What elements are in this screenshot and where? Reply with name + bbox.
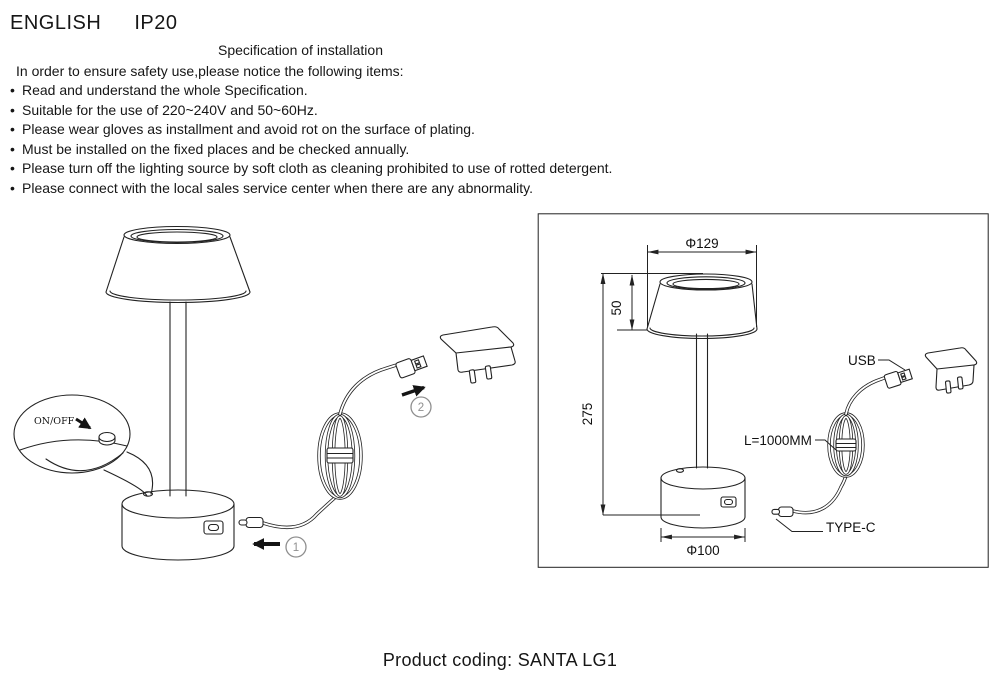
lamp-shade (647, 274, 757, 338)
charge-cable (793, 475, 846, 513)
safety-item (10, 120, 612, 140)
dim-shade-diameter: Φ129 (685, 236, 719, 251)
usb-plug (395, 354, 428, 379)
step-1-number: 1 (292, 542, 300, 554)
safety-item-text: Please turn off the lighting source by soft cloth as cleaning prohibited to use of rotted detergent. (22, 160, 613, 176)
dim-shade-height: 50 (609, 300, 624, 316)
bullet-glyph: • (10, 160, 15, 176)
header-language: ENGLISH (10, 12, 102, 34)
cable-length-label: L=1000MM (744, 433, 812, 448)
section-title: Specification of installation (218, 42, 383, 58)
charge-cable (263, 495, 338, 527)
power-button (677, 469, 684, 473)
figure-installation-steps (0, 205, 530, 575)
power-adapter (925, 348, 976, 393)
dim-total-height: 275 (580, 402, 595, 426)
type-c-leader-line (776, 519, 823, 532)
callout-leader (104, 470, 147, 496)
figure-dimensions (537, 212, 997, 570)
usb-leader-line (878, 360, 905, 370)
type-c-plug (772, 507, 793, 517)
header-ip-rating: IP20 (134, 12, 178, 34)
on-off-label: ON/OFF (34, 416, 75, 427)
bullet-glyph: • (10, 101, 15, 118)
callout-leader (127, 452, 153, 494)
safety-item (10, 140, 612, 160)
usb-plug (884, 367, 913, 388)
lamp-stem (170, 302, 186, 496)
figure-border (538, 214, 988, 568)
safety-list (10, 81, 612, 198)
intro-line: In order to ensure safety use,please notice the following items: (16, 63, 404, 79)
bullet-glyph: • (10, 121, 15, 137)
bullet-glyph: • (10, 179, 15, 196)
safety-item-text: Must be installed on the fixed places and be checked annually. (22, 140, 410, 157)
step-2-badge (411, 397, 431, 417)
document-header (10, 12, 177, 35)
bullet-glyph: • (10, 140, 15, 157)
safety-item-text: Please connect with the local sales service center when there are any abnormality. (22, 179, 534, 196)
power-button-zoom (99, 433, 115, 446)
safety-item (10, 179, 612, 199)
step-1-badge (286, 537, 306, 557)
footer-product-coding: Product coding: SANTA LG1 (382, 650, 618, 670)
charge-port (721, 497, 736, 507)
step-2-number: 2 (417, 402, 425, 414)
lamp-base (661, 467, 745, 528)
usb-label: USB (848, 353, 876, 368)
type-c-label: TYPE-C (826, 520, 876, 535)
safety-item (10, 159, 612, 179)
cable-coil (829, 414, 863, 476)
cable-length-leader-line (815, 440, 836, 450)
type-c-plug (239, 518, 263, 528)
dim-base-diameter: Φ100 (686, 543, 720, 558)
on-off-callout (14, 395, 153, 496)
safety-item (10, 81, 612, 101)
cable-coil (319, 414, 361, 498)
step-2-arrow-icon (402, 388, 424, 396)
safety-item (10, 101, 612, 121)
charge-cable (340, 364, 400, 414)
bullet-glyph: • (10, 82, 15, 98)
charge-cable (846, 377, 887, 414)
safety-item-text: Suitable for the use of 220~240V and 50~60Hz. (22, 101, 318, 118)
safety-item-text: Please wear gloves as installment and avoid rot on the surface of plating. (22, 121, 475, 137)
safety-item-text: Read and understand the whole Specification. (22, 82, 308, 98)
lamp-base (122, 490, 234, 560)
lamp-shade (106, 227, 250, 303)
lamp-stem (697, 334, 708, 468)
power-adapter (440, 327, 515, 383)
charge-port (204, 521, 223, 534)
